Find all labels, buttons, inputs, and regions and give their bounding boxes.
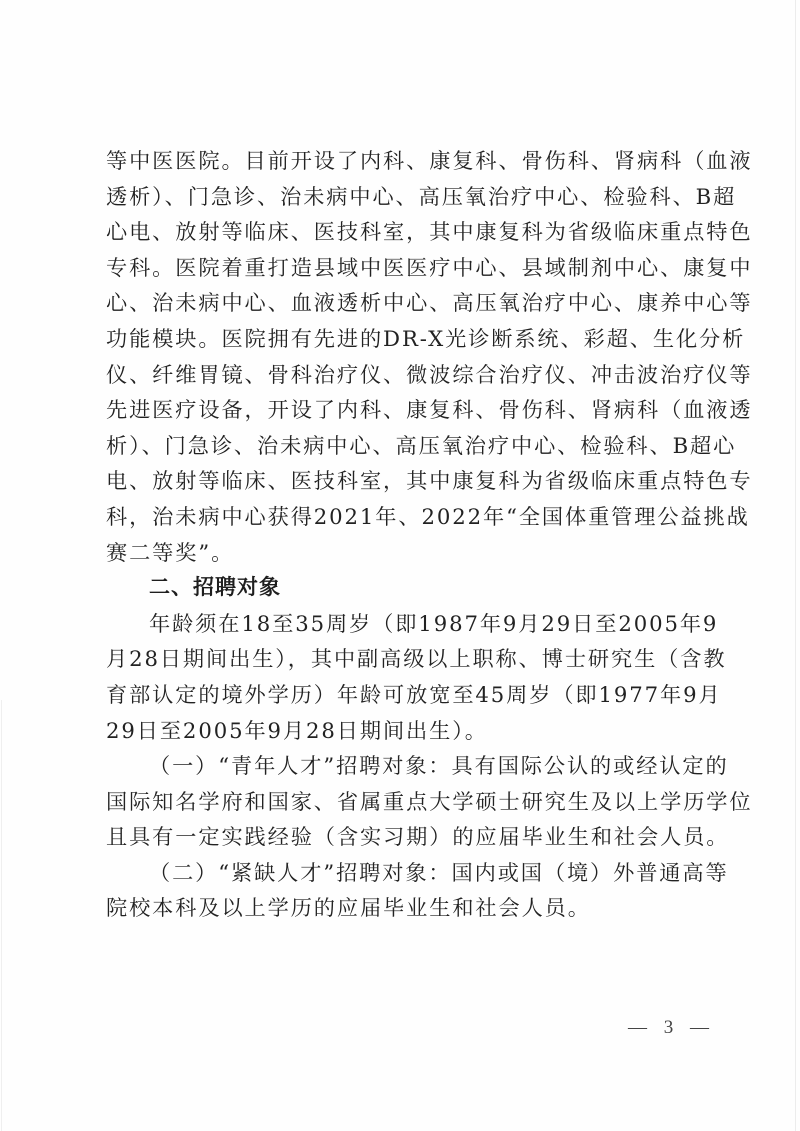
text-line: （二）“紧缺人才”招聘对象：国内或国（境）外普通高等 [149,859,729,885]
text-line: 等中医医院。目前开设了内科、康复科、骨伤科、肾病科（血液 [106,148,753,173]
paragraph-youth-talent [106,748,753,855]
page-number: — 3 — [628,1017,715,1038]
text-line: 心电、放射等临床、医技科室，其中康复科为省级临床重点特色 [106,219,753,245]
paragraph-hospital-intro [106,143,753,570]
text-line: 年龄须在18至35周岁（即1987年9月29日至2005年9 [149,610,719,636]
text-line: 析）、门急诊、治未病中心、高压氧治疗中心、检验科、B超心 [106,432,737,458]
text-line: 透析）、门急诊、治未病中心、高压氧治疗中心、检验科、B超 [106,183,737,209]
page-edge-right [795,0,796,1131]
text-line: 功能模块。医院拥有先进的DR-X光诊断系统、彩超、生化分析 [106,325,746,351]
text-line: 育部认定的境外学历）年龄可放宽至45周岁（即1977年9月 [106,681,722,707]
text-line: （一）“青年人才”招聘对象：具有国际公认的或经认定的 [149,753,729,779]
paragraph-shortage-talent [106,855,729,926]
text-line: 院校本科及以上学历的应届毕业生和社会人员。 [106,895,591,921]
section-heading-recruitment-targets: 二、招聘对象 [149,575,281,600]
text-line: 电、放射等临床、医技科室，其中康复科为省级临床重点特色专 [106,468,753,494]
text-line: 心、治未病中心、血液透析中心、高压氧治疗中心、康养中心等 [106,290,753,316]
text-line: 且具有一定实践经验（含实习期）的应届毕业生和社会人员。 [106,824,730,850]
text-line: 29日至2005年9月28日期间出生）。 [106,717,488,743]
paragraph-age-requirement [106,606,727,748]
text-line: 先进医疗设备，开设了内科、康复科、骨伤科、肾病科（血液透 [106,397,753,423]
text-line: 专科。医院着重打造县域中医医疗中心、县域制剂中心、康复中 [106,254,753,280]
document-body [106,143,753,926]
text-line: 科，治未病中心获得2021年、2022年“全国体重管理公益挑战 [106,503,750,529]
text-line: 国际知名学府和国家、省属重点大学硕士研究生及以上学历学位 [106,788,753,814]
text-line: 仪、纤维胃镜、骨科治疗仪、微波综合治疗仪、冲击波治疗仪等 [106,361,753,387]
page-edge-left [1,700,2,1131]
text-line: 赛二等奖”。 [106,539,235,565]
text-line: 月28日期间出生），其中副高级以上职称、博士研究生（含教 [106,646,727,672]
